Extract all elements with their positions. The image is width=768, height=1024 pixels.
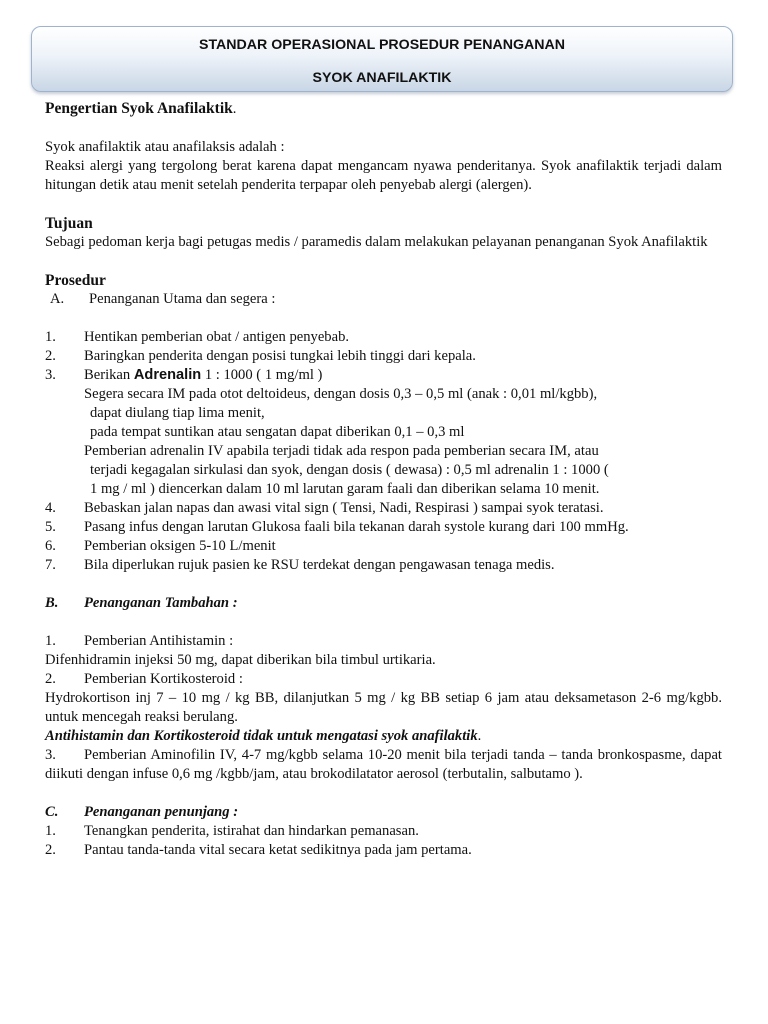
adrenalin-detail: dapat diulang tiap lima menit, xyxy=(90,405,265,421)
section-a-title: A. Penanganan Utama dan segera : xyxy=(50,291,276,307)
document-body xyxy=(45,99,722,860)
adrenalin-detail: Pemberian adrenalin IV apabila terjadi tidak ada respon pada pemberian secara IM, atau xyxy=(84,443,599,459)
list-item: 4. Bebaskan jalan napas dan awasi vital sign ( Tensi, Nadi, Respirasi ) sampai syok teratasi. xyxy=(45,500,604,516)
list-item: 2. Pantau tanda-tanda vital secara ketat sedikitnya pada jam pertama. xyxy=(45,842,472,858)
adrenalin-detail: 1 mg / ml ) diencerkan dalam 10 ml larutan garam faali dan diberikan selama 10 menit. xyxy=(90,481,600,497)
adrenalin-detail: pada tempat suntikan atau sengatan dapat diberikan 0,1 – 0,3 ml xyxy=(90,424,465,440)
adrenalin-detail: Segera secara IM pada otot deltoideus, dengan dosis 0,3 – 0,5 ml (anak : 0,01 ml/kgbb), xyxy=(84,386,598,402)
section-c-title: C. Penanganan penunjang : xyxy=(45,804,239,820)
tujuan-heading: Tujuan xyxy=(45,215,93,232)
adrenalin-label: Adrenalin xyxy=(133,367,202,383)
list-item: 2. Pemberian Kortikosteroid : xyxy=(45,671,243,687)
kortikosteroid-text: Hydrokortison inj 7 – 10 mg / kg BB, dilanjutkan 5 mg / kg BB setiap 6 jam atau deksametason 2-6 mg/kgbb. untuk mencegah reaksi berulang. xyxy=(45,690,722,725)
title-line-2: SYOK ANAFILAKTIK xyxy=(312,70,452,86)
adrenalin-detail: terjadi kegagalan sirkulasi dan syok, dengan dosis ( dewasa) : 0,5 ml adrenalin 1 : 1000 ( xyxy=(90,462,609,478)
list-item: 6. Pemberian oksigen 5-10 L/menit xyxy=(45,538,276,554)
tujuan-text: Sebagi pedoman kerja bagi petugas medis / paramedis dalam melakukan pelayanan penanganan Syok Anafilaktik xyxy=(45,234,708,250)
pengertian-definition: Reaksi alergi yang tergolong berat karena dapat mengancam nyawa penderitanya. Syok anafilaktik terjadi dalam hitungan detik atau menit setelah penderita terpapar oleh penyebab alergi (alergen). xyxy=(45,158,722,193)
list-item: 1. Hentikan pemberian obat / antigen penyebab. xyxy=(45,329,350,345)
list-item: 1. Tenangkan penderita, istirahat dan hindarkan pemanasan. xyxy=(45,823,419,839)
aminofilin-text: 3. Pemberian Aminofilin IV, 4-7 mg/kgbb selama 10-20 menit bila terjadi tanda – tanda bronkospasme, dapat diikuti dengan infuse 0,6 mg /kgbb/jam, atau brokodilatator aerosol (terbutalin, salbutamo ). xyxy=(45,747,722,782)
list-item: 3. Berikan Adrenalin 1 : 1000 ( 1 mg/ml ) xyxy=(45,367,323,383)
title-line-1: STANDAR OPERASIONAL PROSEDUR PENANGANAN xyxy=(198,37,565,53)
antihistamin-text: Difenhidramin injeksi 50 mg, dapat diberikan bila timbul urtikaria. xyxy=(45,652,436,668)
pengertian-heading: Pengertian Syok Anafilaktik. xyxy=(45,100,237,117)
list-item: 1. Pemberian Antihistamin : xyxy=(45,633,234,649)
section-b-title: B. Penanganan Tambahan : xyxy=(45,595,238,611)
list-item: 5. Pasang infus dengan larutan Glukosa faali bila tekanan darah systole kurang dari 100 mmHg. xyxy=(45,519,629,535)
list-item: 7. Bila diperlukan rujuk pasien ke RSU terdekat dengan pengawasan tenaga medis. xyxy=(45,557,555,573)
pengertian-intro: Syok anafilaktik atau anafilaksis adalah : xyxy=(45,139,285,155)
document-title-banner xyxy=(31,26,733,92)
list-item: 2. Baringkan penderita dengan posisi tungkai lebih tinggi dari kepala. xyxy=(45,348,476,364)
warning-note: Antihistamin dan Kortikosteroid tidak untuk mengatasi syok anafilaktik. xyxy=(45,728,482,744)
prosedur-heading: Prosedur xyxy=(45,272,106,289)
